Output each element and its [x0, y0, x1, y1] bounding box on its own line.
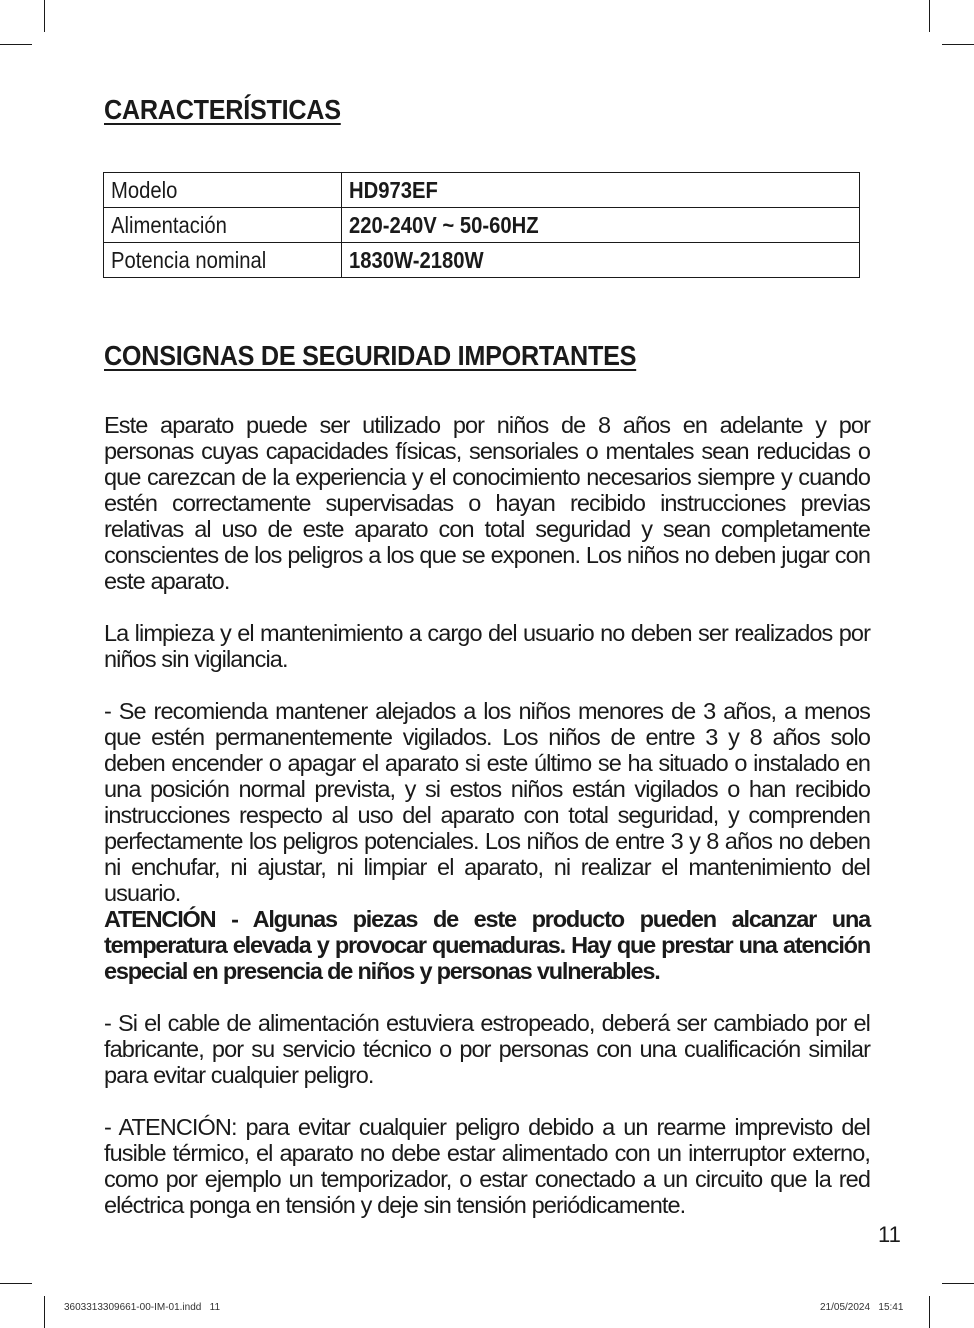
- characteristics-title: CARACTERÍSTICAS: [104, 94, 341, 125]
- paragraph: - Se recomienda mantener alejados a los niños menores de 3 años, a menos que estén permanentemente vigilados. Los niños de entre 3 y 8 años solo deben encender o apagar el aparato si este último se ha situado o instalado en una posición normal prevista, y si estos niños están vigilados o han recibido instrucciones respecto al uso del aparato con total seguridad, y comprenden perfectamente los peligros potenciales. Los niños de entre 3 y 8 años no deben ni enchufar, ni ajustar, ni limpiar el aparato, ni realizar el mantenimiento del usuario.: [104, 698, 870, 906]
- safety-title: CONSIGNAS DE SEGURIDAD IMPORTANTES: [104, 340, 637, 371]
- table-row: [104, 243, 860, 278]
- specs-table: [103, 172, 860, 278]
- page-number: 11: [878, 1222, 901, 1247]
- crop-mark: [942, 1283, 974, 1284]
- spec-label: Potencia nominal: [104, 243, 342, 278]
- crop-mark: [44, 0, 45, 32]
- paragraph: La limpieza y el mantenimiento a cargo del usuario no deben ser realizados por niños sin vigilancia.: [104, 620, 870, 672]
- crop-mark: [929, 0, 930, 32]
- spec-value: 220-240V ~ 50-60HZ: [342, 208, 860, 243]
- crop-mark: [0, 44, 32, 45]
- spec-value: 1830W-2180W: [342, 243, 860, 278]
- spec-value: HD973EF: [342, 173, 860, 208]
- warning-paragraph: ATENCIÓN - Algunas piezas de este producto pueden alcanzar una temperatura elevada y provocar quemaduras. Hay que prestar una atención especial en presencia de niños y personas vulnerables.: [104, 906, 870, 984]
- crop-mark: [0, 1283, 32, 1284]
- table-row: [104, 208, 860, 243]
- crop-mark: [929, 1296, 930, 1328]
- table-row: [104, 173, 860, 208]
- print-slug-datetime: 21/05/2024 15:41: [820, 1302, 904, 1313]
- crop-mark: [44, 1296, 45, 1328]
- paragraph: - ATENCIÓN: para evitar cualquier peligro debido a un rearme imprevisto del fusible térmico, el aparato no debe estar alimentado con un interruptor externo, como por ejemplo un temporizador, o estar conectado a un circuito que la red eléctrica ponga en tensión y deje sin tensión periódicamente.: [104, 1114, 870, 1218]
- spec-label: Modelo: [104, 173, 342, 208]
- paragraph: Este aparato puede ser utilizado por niños de 8 años en adelante y por personas cuyas capacidades físicas, sensoriales o mentales sean reducidas o que carezcan de la experiencia y el conocimiento necesarios siempre y cuando estén correctamente supervisadas o hayan recibido instrucciones previas relativas al uso de este aparato con total seguridad y sean completamente conscientes de los peligros a los que se exponen. Los niños no deben jugar con este aparato.: [104, 412, 870, 594]
- print-slug-file: 3603313309661-00-IM-01.indd 11: [64, 1302, 221, 1313]
- safety-body: [104, 412, 870, 1244]
- crop-mark: [942, 44, 974, 45]
- paragraph: - Si el cable de alimentación estuviera estropeado, deberá ser cambiado por el fabricante, por su servicio técnico o por personas con una cualificación similar para evitar cualquier peligro.: [104, 1010, 870, 1088]
- spec-label: Alimentación: [104, 208, 342, 243]
